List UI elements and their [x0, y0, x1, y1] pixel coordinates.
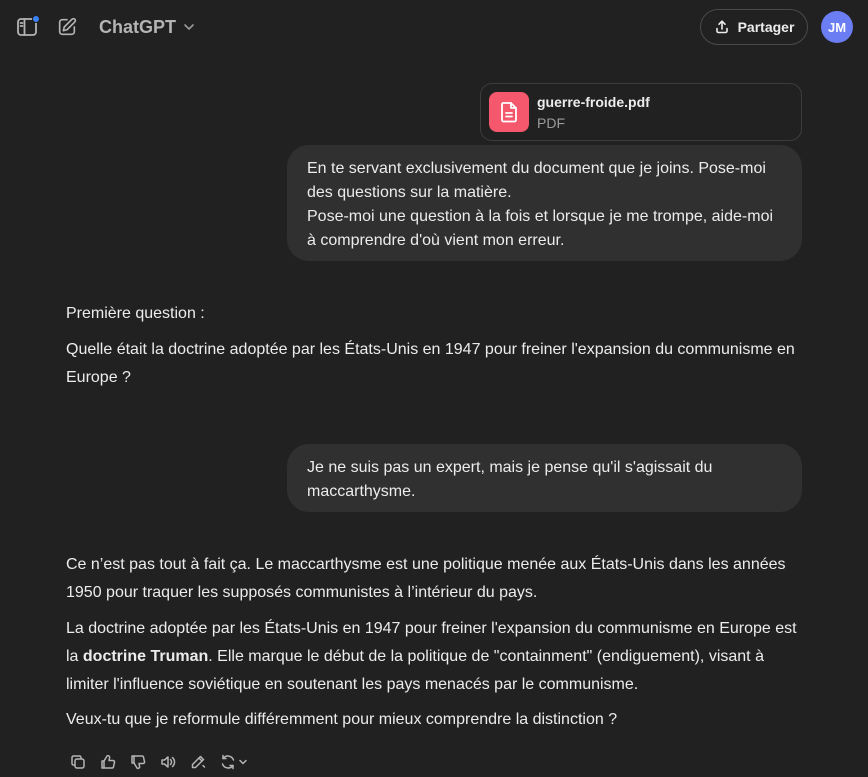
document-icon: [499, 101, 519, 123]
file-name: guerre-froide.pdf: [537, 94, 650, 110]
model-selector[interactable]: [99, 15, 196, 39]
thumbs-down-button[interactable]: [126, 750, 150, 774]
notification-dot: [32, 15, 40, 23]
answer-text: La doctrine adoptée par les États-Unis en 1947 pour freiner l'expansion du communisme en Europe est la: [66, 620, 797, 665]
answer-text: . Elle marque le début de la politique de "containment" (endiguement), visant à limiter l'influence soviétique en soutenant les pays menacés par le communisme.: [66, 648, 764, 693]
question-label: Première question :: [66, 305, 205, 322]
message-actions: [66, 750, 250, 774]
edit-canvas-button[interactable]: [186, 750, 210, 774]
message-text: Pose-moi une question à la fois et lorsque je me trompe, aide-moi à comprendre d'où vient mon erreur.: [307, 208, 774, 249]
share-label: Partager: [737, 19, 795, 35]
message-text: En te servant exclusivement du document que je joins. Pose-moi des questions sur la matière.: [307, 160, 766, 201]
new-chat-icon: [56, 16, 78, 38]
question-text: Quelle était la doctrine adoptée par les États-Unis en 1947 pour freiner l'expansion du communisme en Europe ?: [66, 341, 795, 386]
answer-paragraph: Veux-tu que je reformule différemment pour mieux comprendre la distinction ?: [66, 711, 618, 728]
thumbs-down-icon: [129, 753, 147, 771]
thumbs-up-button[interactable]: [96, 750, 120, 774]
attachment-card[interactable]: [480, 83, 802, 141]
top-bar: [0, 0, 868, 54]
copy-button[interactable]: [66, 750, 90, 774]
user-message: [287, 145, 802, 261]
thumbs-up-icon: [99, 753, 117, 771]
model-name: ChatGPT: [99, 16, 177, 37]
answer-paragraph: Ce n’est pas tout à fait ça. Le maccarthysme est une politique menée aux États-Unis dans les années 1950 pour traquer les supposés communistes à l’intérieur du pays.: [66, 556, 786, 601]
answer-bold-term: doctrine Truman: [82, 648, 209, 665]
read-aloud-icon: [159, 753, 177, 771]
answer-paragraph: [66, 615, 806, 699]
file-icon-badge: [489, 92, 529, 132]
user-avatar[interactable]: JM: [821, 11, 853, 43]
sidebar-toggle-button[interactable]: [13, 13, 41, 41]
new-chat-button[interactable]: [53, 13, 81, 41]
regenerate-icon: [219, 753, 237, 771]
share-button[interactable]: [700, 9, 808, 45]
file-type: PDF: [537, 115, 565, 131]
share-icon: [714, 19, 730, 35]
message-text: Je ne suis pas un expert, mais je pense qu'il s'agissait du maccarthysme.: [307, 459, 713, 500]
chevron-down-icon: [238, 757, 248, 767]
regenerate-button[interactable]: [216, 750, 250, 774]
copy-icon: [69, 753, 87, 771]
chevron-down-icon: [182, 20, 196, 34]
user-message: [287, 444, 802, 512]
read-aloud-button[interactable]: [156, 750, 180, 774]
edit-canvas-icon: [189, 753, 207, 771]
